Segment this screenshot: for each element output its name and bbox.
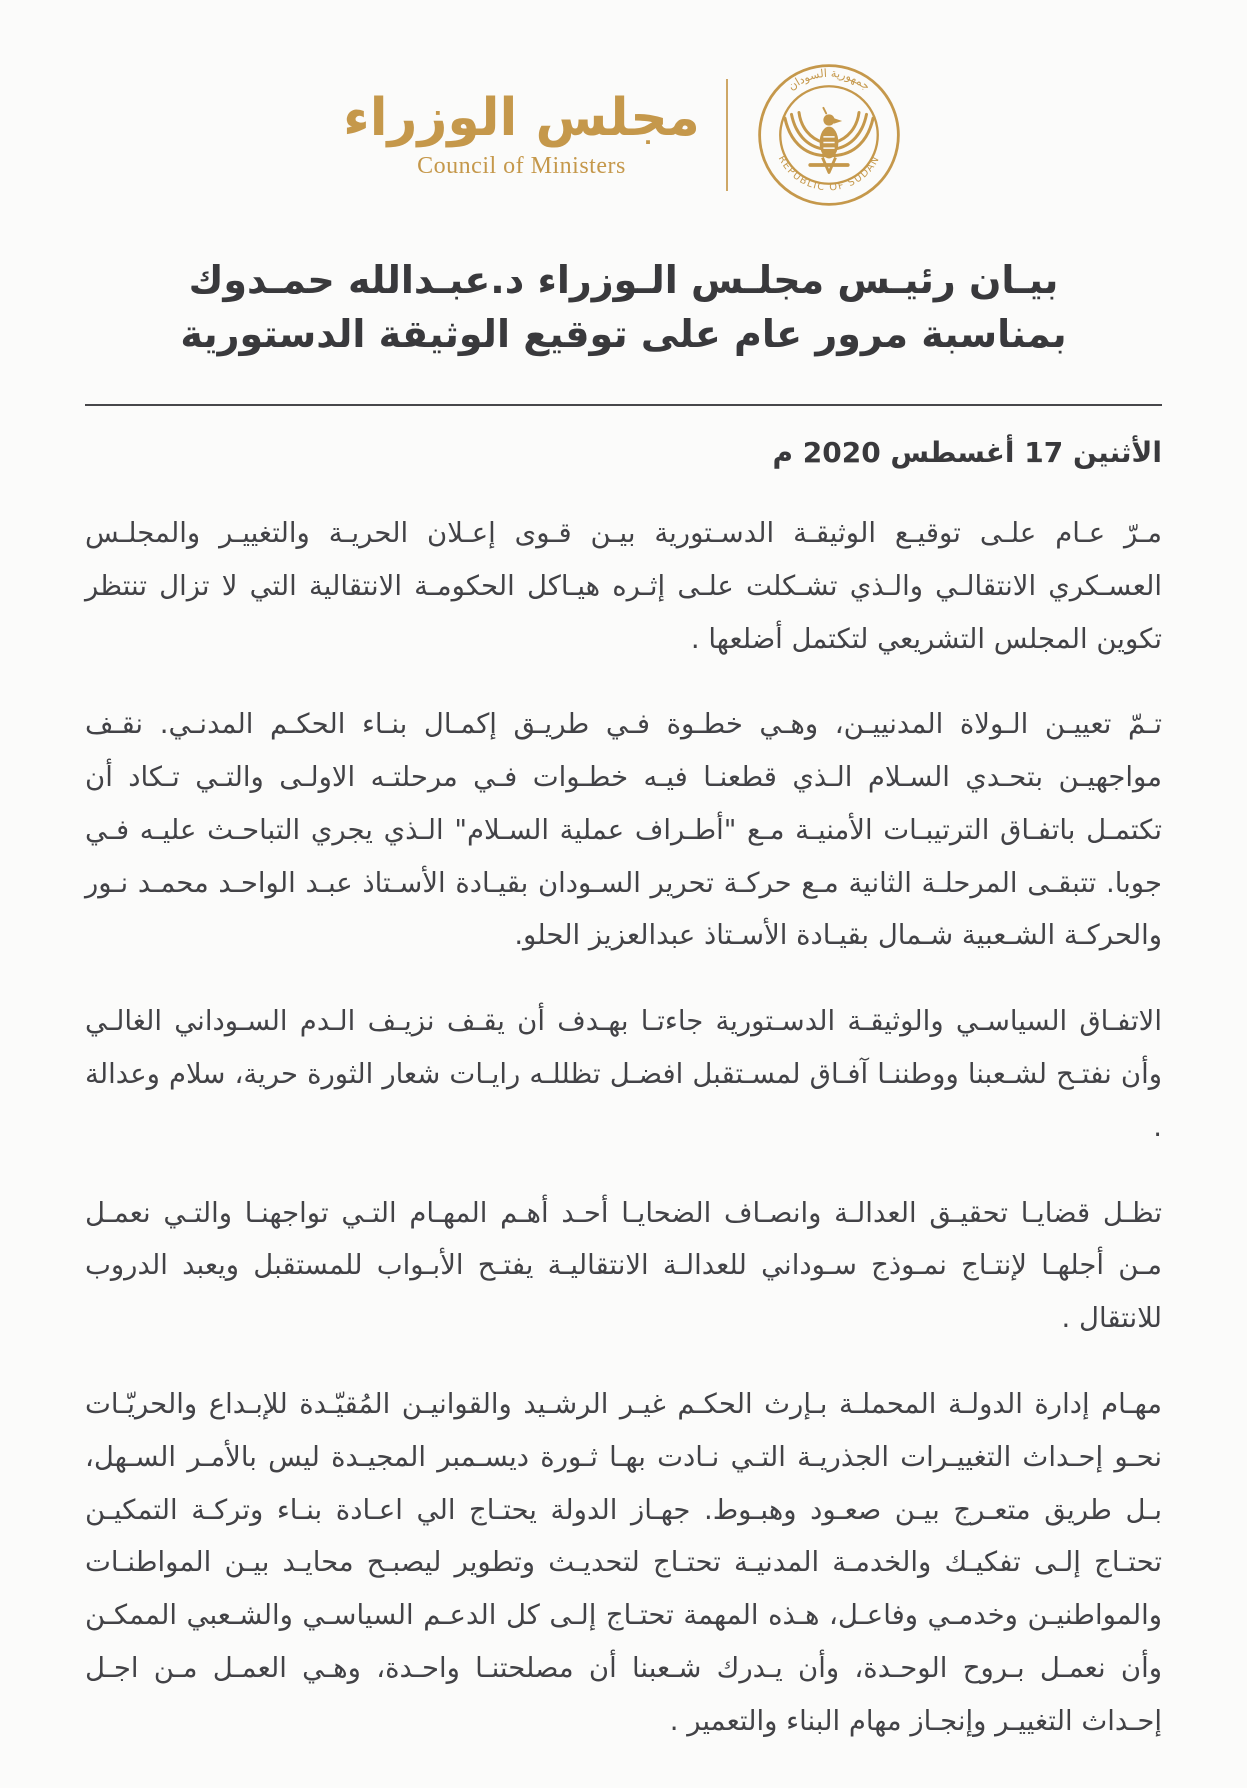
statement-paragraph: مهـام إدارة الدولـة المحملـة بـإرث الحكـم غيـر الرشـيد والقوانيـن المُقيّـدة للإبـداع والحريّـات نحـو إحـداث التغييـرات الجذريـة التـي نـادت بهـا ثـورة ديسـمبر المجيـدة ليس بالأمـر السـهل، بـل طريق متعـرج بيـن صعـود وهبـوط. جهـاز الدولة يحتـاج الي اعـادة بنـاء وتركـة التمكيـن تحتـاج إلـى تفكيـك والخدمـة المدنيـة تحتـاج لتحديـث وتطوير ليصبـح محايـد بيـن المواطنـات والمواطنيـن وخدمـي وفاعـل، هـذه المهمة تحتـاج إلـى كل الدعـم السياسـي والشـعبي الممكـن وأن نعمـل بـروح الوحـدة، وأن يـدرك شـعبنا أن مصلحتنـا واحـدة، وهـي العمـل مـن اجـل إحـداث التغييـر وإنجـاز مهام البناء والتعمير . — [85, 1388, 1162, 1737]
title-line-2: بمناسبة مرور عام على توقيع الوثيقة الدستورية — [180, 311, 1067, 356]
statement-paragraph: تظـل قضايـا تحقيـق العدالـة وانصـاف الضحايـا أحـد أهـم المهـام التـي تواجهنـا والتـي نعمـل مـن أجلهـا لإنتـاج نمـوذج سـوداني للعدالـة الانتقاليـة يفتـح الأبـواب للمستقبل ويعبد الدروب للانتقال . — [85, 1196, 1162, 1335]
statement-title — [85, 254, 1162, 362]
council-english-label: Council of Ministers — [417, 153, 626, 180]
document-header — [85, 60, 1162, 210]
council-arabic-calligraphy: مجلس الوزراء — [343, 87, 700, 148]
emblem-top-text: جمهورية السودان — [785, 66, 873, 93]
sudan-emblem-icon — [754, 60, 904, 210]
statement-paragraph: مـرّ عـام علـى توقيـع الوثيقـة الدسـتورية بيـن قـوى إعـلان الحريـة والتغييـر والمجلـس العسـكري الانتقالـي والـذي تشـكلت علـى إثـره هيـاكل الحكومـة الانتقالية التي لا تزال تنتظر تكوين المجلس التشريعي لتكتمل أضلعها . — [85, 516, 1162, 655]
emblem-bottom-text: REPUBLIC OF SUDAN — [775, 153, 883, 194]
secretary-bird-icon — [785, 108, 873, 173]
statement-paragraph: تـمّ تعييـن الـولاة المدنييـن، وهـي خطـوة فـي طريـق إكمـال بنـاء الحكـم المدنـي. نقـف مواجهيـن بتحـدي السـلام الـذي قطعنـا فيـه خطـوات فـي مرحلتـه الاولـى والتـي تـكاد أن تكتمـل باتفـاق الترتيبـات الأمنيـة مـع "أطـراف عملية السـلام" الـذي يجري التباحـث عليـه فـي جوبا. تتبقـى المرحلـة الثانية مـع حركـة تحرير السـودان بقيـادة الأسـتاذ عبـد الواحـد محمـد نـور والحركـة الشـعبية شـمال بقيـادة الأسـتاذ عبدالعزيز الحلو. — [85, 708, 1162, 952]
statement-paragraph: الاتفـاق السياسـي والوثيقـة الدسـتورية جاءتـا بهـدف أن يقـف نزيـف الـدم السـوداني الغالـي وأن نفتـح لشـعبنا ووطننـا آفـاق لمسـتقبل افضـل تظللـه رايـات شعار الثورة حرية، سلام وعدالة . — [85, 1005, 1162, 1143]
statement-date: الأثنين 17 أغسطس 2020 م — [772, 435, 1162, 469]
council-of-ministers-logo — [343, 87, 700, 180]
title-separator-rule — [85, 404, 1162, 406]
statement-body — [85, 507, 1162, 1748]
republic-of-sudan-emblem — [754, 60, 904, 210]
header-divider-line — [726, 79, 728, 191]
title-line-1: بيـان رئيـس مجلـس الـوزراء د.عبـدالله حمـدوك — [188, 258, 1059, 302]
